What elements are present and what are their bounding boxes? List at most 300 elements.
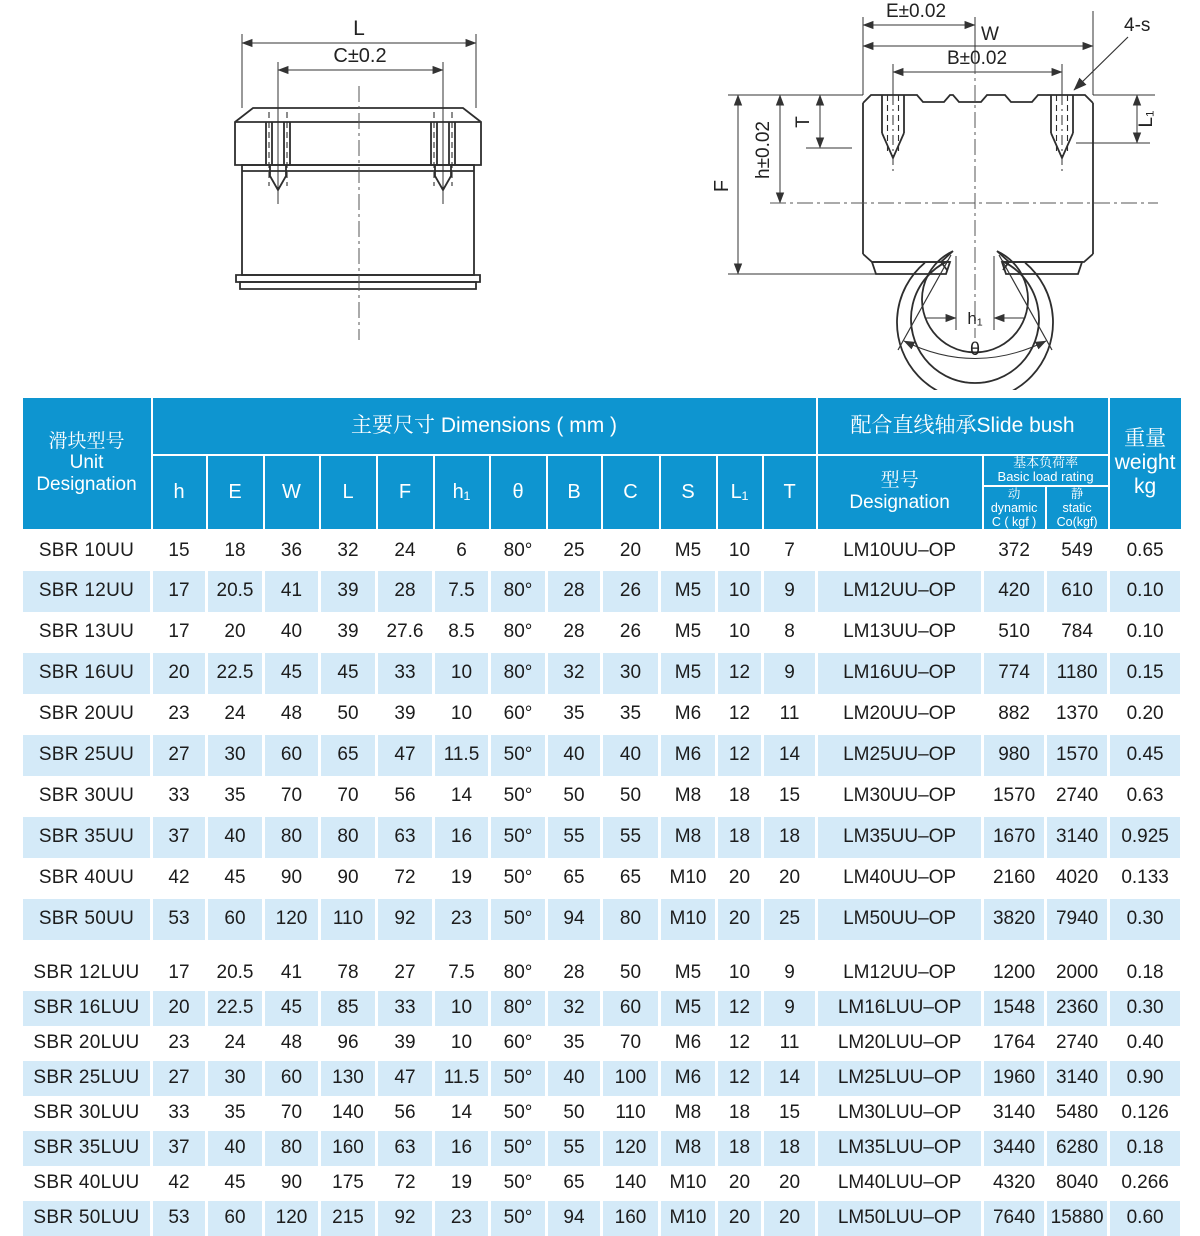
header-basic-load-rating: [983, 455, 1109, 486]
weight-kg-cell: 0.45: [1109, 735, 1182, 776]
h1-cell: 23: [434, 1201, 490, 1236]
h-cell: 20: [152, 653, 207, 694]
bush-designation-cell: LM10UU–OP: [817, 530, 983, 571]
C-cell: 100: [602, 1061, 660, 1096]
L-cell: 90: [320, 858, 377, 899]
header-dyn-cn: 动: [1007, 486, 1021, 501]
bush-designation-cell: LM13UU–OP: [817, 612, 983, 653]
dynamic-C-kgf-cell: 2160: [983, 858, 1046, 899]
C-cell: 26: [602, 612, 660, 653]
front-view-drawing: [700, 0, 1200, 390]
bush-designation-cell: LM30UU–OP: [817, 776, 983, 817]
C-cell: 110: [602, 1096, 660, 1131]
theta-cell: 50°: [490, 776, 547, 817]
F-cell: 27: [377, 956, 434, 991]
F-cell: 63: [377, 1131, 434, 1166]
h-cell: 37: [152, 817, 207, 858]
C-cell: 20: [602, 530, 660, 571]
theta-cell: 80°: [490, 991, 547, 1026]
L-cell: 70: [320, 776, 377, 817]
h1-cell: 23: [434, 899, 490, 940]
col-W: W: [264, 455, 320, 530]
table-row: [22, 1096, 1182, 1131]
S-cell: M5: [660, 991, 717, 1026]
static-Co-kgf-cell: 1180: [1046, 653, 1109, 694]
dynamic-C-kgf-cell: 3140: [983, 1096, 1046, 1131]
C-cell: 70: [602, 1026, 660, 1061]
theta-cell: 60°: [490, 694, 547, 735]
theta-cell: 50°: [490, 1166, 547, 1201]
header-stat-cn: 静: [1070, 486, 1084, 501]
E-cell: 40: [207, 817, 264, 858]
static-Co-kgf-cell: 15880: [1046, 1201, 1109, 1236]
B-cell: 65: [547, 1166, 602, 1201]
h1-cell: 10: [434, 991, 490, 1026]
static-Co-kgf-cell: 2000: [1046, 956, 1109, 991]
S-cell: M6: [660, 735, 717, 776]
E-cell: 18: [207, 530, 264, 571]
W-cell: 45: [264, 991, 320, 1026]
C-cell: 60: [602, 991, 660, 1026]
S-cell: M5: [660, 530, 717, 571]
W-cell: 90: [264, 858, 320, 899]
table-row: [22, 1166, 1182, 1201]
T-cell: 9: [763, 571, 817, 612]
col-L1: L₁: [717, 455, 763, 530]
unit-designation-cell: SBR 25LUU: [22, 1061, 152, 1096]
B-cell: 25: [547, 530, 602, 571]
h-cell: 33: [152, 1096, 207, 1131]
weight-kg-cell: 0.126: [1109, 1096, 1182, 1131]
B-cell: 65: [547, 858, 602, 899]
bush-designation-cell: LM35UU–OP: [817, 817, 983, 858]
h1-cell: 16: [434, 1131, 490, 1166]
T-cell: 20: [763, 858, 817, 899]
L1-cell: 12: [717, 653, 763, 694]
L-cell: 110: [320, 899, 377, 940]
E-cell: 20.5: [207, 956, 264, 991]
theta-cell: 50°: [490, 1096, 547, 1131]
bush-designation-cell: LM30LUU–OP: [817, 1096, 983, 1131]
header-dynamic: [983, 486, 1046, 530]
header-unit-designation: [22, 397, 152, 530]
bush-designation-cell: LM35LUU–OP: [817, 1131, 983, 1166]
dynamic-C-kgf-cell: 4320: [983, 1166, 1046, 1201]
h-cell: 53: [152, 1201, 207, 1236]
L-cell: 175: [320, 1166, 377, 1201]
C-cell: 50: [602, 776, 660, 817]
h1-cell: 10: [434, 694, 490, 735]
dynamic-C-kgf-cell: 980: [983, 735, 1046, 776]
header-unit-en1: Unit: [69, 452, 104, 474]
W-cell: 60: [264, 1061, 320, 1096]
E-cell: 60: [207, 899, 264, 940]
L1-cell: 10: [717, 530, 763, 571]
bush-designation-cell: LM40LUU–OP: [817, 1166, 983, 1201]
h-cell: 42: [152, 858, 207, 899]
dim-label-h: h±0.02: [753, 121, 774, 179]
unit-designation-cell: SBR 50LUU: [22, 1201, 152, 1236]
static-Co-kgf-cell: 5480: [1046, 1096, 1109, 1131]
static-Co-kgf-cell: 3140: [1046, 1061, 1109, 1096]
B-cell: 50: [547, 776, 602, 817]
W-cell: 80: [264, 1131, 320, 1166]
L1-cell: 12: [717, 694, 763, 735]
weight-kg-cell: 0.925: [1109, 817, 1182, 858]
C-cell: 55: [602, 817, 660, 858]
weight-kg-cell: 0.90: [1109, 1061, 1182, 1096]
table-row: [22, 956, 1182, 991]
unit-designation-cell: SBR 20UU: [22, 694, 152, 735]
T-cell: 14: [763, 735, 817, 776]
L-cell: 96: [320, 1026, 377, 1061]
header-load-en: Basic load rating: [997, 469, 1094, 485]
base-flange: [872, 262, 950, 274]
E-cell: 45: [207, 858, 264, 899]
T-cell: 7: [763, 530, 817, 571]
h1-cell: 14: [434, 776, 490, 817]
C-cell: 26: [602, 571, 660, 612]
weight-kg-cell: 0.30: [1109, 899, 1182, 940]
L-cell: 160: [320, 1131, 377, 1166]
S-cell: M6: [660, 1061, 717, 1096]
col-T: T: [763, 455, 817, 530]
table-row: [22, 612, 1182, 653]
block-body: [242, 165, 474, 275]
L-cell: 80: [320, 817, 377, 858]
unit-designation-cell: SBR 25UU: [22, 735, 152, 776]
E-cell: 30: [207, 1061, 264, 1096]
S-cell: M10: [660, 858, 717, 899]
static-Co-kgf-cell: 784: [1046, 612, 1109, 653]
W-cell: 48: [264, 1026, 320, 1061]
unit-designation-cell: SBR 12UU: [22, 571, 152, 612]
header-weight: [1109, 397, 1182, 530]
L1-cell: 18: [717, 776, 763, 817]
E-cell: 60: [207, 1201, 264, 1236]
unit-designation-cell: SBR 13UU: [22, 612, 152, 653]
B-cell: 40: [547, 1061, 602, 1096]
static-Co-kgf-cell: 2740: [1046, 776, 1109, 817]
theta-cell: 80°: [490, 956, 547, 991]
bush-designation-cell: LM16LUU–OP: [817, 991, 983, 1026]
static-Co-kgf-cell: 7940: [1046, 899, 1109, 940]
dim-letters-row: [22, 455, 1182, 486]
dim-label-L1: L₁: [1136, 110, 1157, 128]
h1-cell: 7.5: [434, 571, 490, 612]
F-cell: 27.6: [377, 612, 434, 653]
unit-designation-cell: SBR 30LUU: [22, 1096, 152, 1131]
static-Co-kgf-cell: 4020: [1046, 858, 1109, 899]
E-cell: 24: [207, 1026, 264, 1061]
weight-kg-cell: 0.30: [1109, 991, 1182, 1026]
h-cell: 27: [152, 1061, 207, 1096]
unit-designation-cell: SBR 40LUU: [22, 1166, 152, 1201]
T-cell: 20: [763, 1166, 817, 1201]
T-cell: 15: [763, 776, 817, 817]
L1-cell: 12: [717, 1026, 763, 1061]
unit-designation-cell: SBR 16UU: [22, 653, 152, 694]
W-cell: 41: [264, 571, 320, 612]
unit-designation-cell: SBR 30UU: [22, 776, 152, 817]
L1-cell: 20: [717, 858, 763, 899]
bush-designation-cell: LM40UU–OP: [817, 858, 983, 899]
header-dimensions-title: 主要尺寸 Dimensions ( mm ): [152, 397, 817, 455]
dynamic-C-kgf-cell: 1200: [983, 956, 1046, 991]
table-row: [22, 571, 1182, 612]
col-L: L: [320, 455, 377, 530]
F-cell: 39: [377, 694, 434, 735]
spec-table-body: [22, 530, 1182, 1236]
group-gap: [22, 940, 1182, 956]
unit-designation-cell: SBR 10UU: [22, 530, 152, 571]
F-cell: 92: [377, 899, 434, 940]
h-cell: 20: [152, 991, 207, 1026]
S-cell: M6: [660, 1026, 717, 1061]
L1-cell: 10: [717, 956, 763, 991]
static-Co-kgf-cell: 549: [1046, 530, 1109, 571]
T-cell: 8: [763, 612, 817, 653]
L1-cell: 18: [717, 1096, 763, 1131]
header-dyn-unit: C ( kgf ): [991, 514, 1037, 529]
unit-designation-cell: SBR 35LUU: [22, 1131, 152, 1166]
unit-designation-cell: SBR 40UU: [22, 858, 152, 899]
S-cell: M5: [660, 653, 717, 694]
static-Co-kgf-cell: 610: [1046, 571, 1109, 612]
weight-kg-cell: 0.18: [1109, 956, 1182, 991]
bush-designation-cell: LM50UU–OP: [817, 899, 983, 940]
B-cell: 35: [547, 1026, 602, 1061]
header-weight-unit: kg: [1134, 475, 1157, 499]
weight-kg-cell: 0.63: [1109, 776, 1182, 817]
col-theta: θ: [490, 455, 547, 530]
h-cell: 15: [152, 530, 207, 571]
block-base-flange: [236, 275, 480, 282]
bolt-hole: [1051, 95, 1073, 172]
h-cell: 27: [152, 735, 207, 776]
C-cell: 30: [602, 653, 660, 694]
bush-designation-cell: LM12UU–OP: [817, 571, 983, 612]
weight-kg-cell: 0.10: [1109, 612, 1182, 653]
W-cell: 70: [264, 776, 320, 817]
T-cell: 18: [763, 817, 817, 858]
weight-kg-cell: 0.18: [1109, 1131, 1182, 1166]
C-cell: 35: [602, 694, 660, 735]
table-row: [22, 653, 1182, 694]
dim-label-h1: h₁: [967, 309, 983, 328]
static-Co-kgf-cell: 3140: [1046, 817, 1109, 858]
unit-designation-cell: SBR 50UU: [22, 899, 152, 940]
bush-designation-cell: LM25UU–OP: [817, 735, 983, 776]
col-h1: h₁: [434, 455, 490, 530]
dim-label-C: C±0.2: [333, 45, 387, 67]
dynamic-C-kgf-cell: 1670: [983, 817, 1046, 858]
header-weight-cn: 重量: [1124, 427, 1167, 451]
dim-label-E: E±0.02: [885, 1, 947, 22]
unit-designation-cell: SBR 16LUU: [22, 991, 152, 1026]
E-cell: 45: [207, 1166, 264, 1201]
table-row: [22, 735, 1182, 776]
h-cell: 53: [152, 899, 207, 940]
C-cell: 160: [602, 1201, 660, 1236]
weight-kg-cell: 0.133: [1109, 858, 1182, 899]
F-cell: 72: [377, 858, 434, 899]
h-cell: 17: [152, 956, 207, 991]
col-E: E: [207, 455, 264, 530]
E-cell: 24: [207, 694, 264, 735]
F-cell: 56: [377, 1096, 434, 1131]
h-cell: 37: [152, 1131, 207, 1166]
S-cell: M5: [660, 956, 717, 991]
S-cell: M10: [660, 1166, 717, 1201]
L-cell: 32: [320, 530, 377, 571]
h-cell: 33: [152, 776, 207, 817]
S-cell: M8: [660, 1096, 717, 1131]
E-cell: 35: [207, 776, 264, 817]
F-cell: 33: [377, 653, 434, 694]
dynamic-C-kgf-cell: 510: [983, 612, 1046, 653]
W-cell: 90: [264, 1166, 320, 1201]
col-S: S: [660, 455, 717, 530]
h-cell: 17: [152, 571, 207, 612]
theta-cell: 50°: [490, 1201, 547, 1236]
table-row: [22, 817, 1182, 858]
weight-kg-cell: 0.60: [1109, 1201, 1182, 1236]
E-cell: 30: [207, 735, 264, 776]
L1-cell: 12: [717, 991, 763, 1026]
h-cell: 17: [152, 612, 207, 653]
E-cell: 35: [207, 1096, 264, 1131]
W-cell: 120: [264, 1201, 320, 1236]
header-stat-en: static: [1062, 500, 1092, 515]
L1-cell: 10: [717, 571, 763, 612]
L1-cell: 20: [717, 1166, 763, 1201]
C-cell: 50: [602, 956, 660, 991]
E-cell: 20: [207, 612, 264, 653]
dynamic-C-kgf-cell: 1570: [983, 776, 1046, 817]
dynamic-C-kgf-cell: 372: [983, 530, 1046, 571]
T-cell: 18: [763, 1131, 817, 1166]
B-cell: 55: [547, 1131, 602, 1166]
col-C: C: [602, 455, 660, 530]
static-Co-kgf-cell: 8040: [1046, 1166, 1109, 1201]
T-cell: 20: [763, 1201, 817, 1236]
h-cell: 23: [152, 1026, 207, 1061]
L-cell: 39: [320, 612, 377, 653]
dim-label-F: F: [711, 179, 733, 193]
unit-designation-cell: SBR 20LUU: [22, 1026, 152, 1061]
static-Co-kgf-cell: 2360: [1046, 991, 1109, 1026]
h1-cell: 14: [434, 1096, 490, 1131]
T-cell: 9: [763, 991, 817, 1026]
S-cell: M8: [660, 1131, 717, 1166]
static-Co-kgf-cell: 1370: [1046, 694, 1109, 735]
header-slide-bush-title: 配合直线轴承Slide bush: [817, 397, 1109, 455]
C-cell: 40: [602, 735, 660, 776]
B-cell: 32: [547, 991, 602, 1026]
T-cell: 9: [763, 653, 817, 694]
h-cell: 42: [152, 1166, 207, 1201]
L-cell: 65: [320, 735, 377, 776]
T-cell: 11: [763, 1026, 817, 1061]
h1-cell: 19: [434, 1166, 490, 1201]
dim-label-4s: 4-s: [1124, 15, 1151, 36]
L1-cell: 18: [717, 1131, 763, 1166]
F-cell: 47: [377, 735, 434, 776]
header-stat-unit: Co(kgf): [1056, 514, 1098, 529]
B-cell: 55: [547, 817, 602, 858]
S-cell: M6: [660, 694, 717, 735]
dynamic-C-kgf-cell: 1764: [983, 1026, 1046, 1061]
weight-kg-cell: 0.20: [1109, 694, 1182, 735]
L-cell: 130: [320, 1061, 377, 1096]
header-bush-en: Designation: [849, 492, 950, 514]
table-row: [22, 776, 1182, 817]
table-row: [22, 530, 1182, 571]
dynamic-C-kgf-cell: 3440: [983, 1131, 1046, 1166]
theta-cell: 50°: [490, 1131, 547, 1166]
E-cell: 22.5: [207, 991, 264, 1026]
dynamic-C-kgf-cell: 7640: [983, 1201, 1046, 1236]
B-cell: 40: [547, 735, 602, 776]
L1-cell: 12: [717, 1061, 763, 1096]
L1-cell: 20: [717, 1201, 763, 1236]
header-unit-cn: 滑块型号: [48, 430, 125, 452]
W-cell: 48: [264, 694, 320, 735]
theta-cell: 80°: [490, 571, 547, 612]
dim-label-L: L: [353, 17, 365, 40]
C-cell: 80: [602, 899, 660, 940]
theta-cell: 60°: [490, 1026, 547, 1061]
dynamic-C-kgf-cell: 420: [983, 571, 1046, 612]
h1-cell: 7.5: [434, 956, 490, 991]
W-cell: 80: [264, 817, 320, 858]
W-cell: 70: [264, 1096, 320, 1131]
B-cell: 28: [547, 956, 602, 991]
F-cell: 72: [377, 1166, 434, 1201]
header-unit-en2: Designation: [36, 474, 137, 496]
h-cell: 23: [152, 694, 207, 735]
T-cell: 14: [763, 1061, 817, 1096]
E-cell: 20.5: [207, 571, 264, 612]
col-F: F: [377, 455, 434, 530]
E-cell: 40: [207, 1131, 264, 1166]
L1-cell: 18: [717, 817, 763, 858]
theta-cell: 50°: [490, 817, 547, 858]
table-row: [22, 858, 1182, 899]
W-cell: 120: [264, 899, 320, 940]
L-cell: 78: [320, 956, 377, 991]
table-row: [22, 991, 1182, 1026]
B-cell: 28: [547, 612, 602, 653]
S-cell: M10: [660, 1201, 717, 1236]
unit-designation-cell: SBR 12LUU: [22, 956, 152, 991]
T-cell: 11: [763, 694, 817, 735]
L-cell: 140: [320, 1096, 377, 1131]
static-Co-kgf-cell: 2740: [1046, 1026, 1109, 1061]
dynamic-C-kgf-cell: 1548: [983, 991, 1046, 1026]
B-cell: 32: [547, 653, 602, 694]
col-B: B: [547, 455, 602, 530]
weight-kg-cell: 0.15: [1109, 653, 1182, 694]
bush-designation-cell: LM16UU–OP: [817, 653, 983, 694]
L1-cell: 20: [717, 899, 763, 940]
bush-designation-cell: LM20UU–OP: [817, 694, 983, 735]
L-cell: 39: [320, 571, 377, 612]
col-h: h: [152, 455, 207, 530]
B-cell: 94: [547, 1201, 602, 1236]
h1-cell: 10: [434, 1026, 490, 1061]
